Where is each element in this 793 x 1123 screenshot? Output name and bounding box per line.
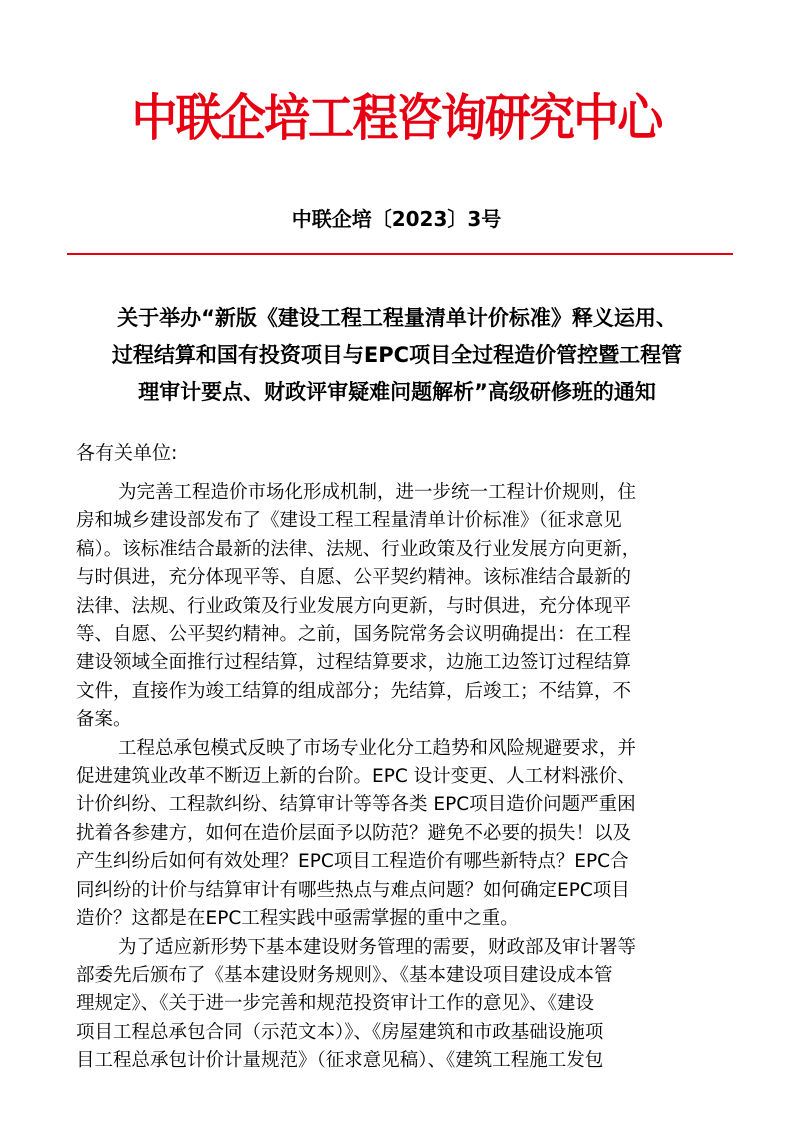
body-line: 同纠纷的计价与结算审计有哪些热点与难点问题？如何确定EPC项目 <box>76 879 630 901</box>
body-line: 项目工程总承包合同（示范文本）》、《房屋建筑和市政基础设施项 <box>76 1021 604 1043</box>
document-number: 中联企培〔2023〕3号 <box>291 207 502 231</box>
body-line: 理规定》、《关于进一步完善和规范投资审计工作的意见》、《建设 <box>76 993 595 1015</box>
body-line: 目工程总承包计价计量规范》（征求意见稿）、《建筑工程施工发包 <box>76 1050 604 1072</box>
body-line: 与时俱进，充分体现平等、自愿、公平契约精神。该标准结合最新的 <box>76 567 632 589</box>
body-line: 为了适应新形势下基本建设财务管理的需要，财政部及审计署等 <box>118 936 637 958</box>
body-line: 造价？这都是在EPC工程实践中亟需掌握的重中之重。 <box>76 908 519 930</box>
document-title <box>58 300 736 411</box>
red-divider-rule <box>67 253 733 255</box>
body-line: 等、自愿、公平契约精神。之前，国务院常务会议明确提出：在工程 <box>76 624 632 646</box>
title-line: 关于举办“新版《建设工程工程量清单计价标准》释义运用、 <box>117 306 677 330</box>
body-line: 部委先后颁布了《基本建设财务规则》、《基本建设项目建设成本管 <box>76 964 613 986</box>
body-line: 稿）。该标准结合最新的法律、法规、行业政策及行业发展方向更新， <box>76 538 641 560</box>
document-body <box>76 479 724 1076</box>
body-line: 为完善工程造价市场化形成机制，进一步统一工程计价规则，住 <box>118 482 637 503</box>
body-line: 产生纠纷后如何有效处理？EPC项目工程造价有哪些新特点？EPC合 <box>76 851 629 873</box>
body-line: 法律、法规、行业政策及行业发展方向更新，与时俱进，充分体现平 <box>76 595 632 617</box>
body-line: 房和城乡建设部发布了《建设工程工程量清单计价标准》（征求意见 <box>76 510 622 532</box>
title-line: 理审计要点、财政评审疑难问题解析”高级研修班的通知 <box>138 380 656 404</box>
issuing-organization-header: 中联企培工程咨询研究中心 <box>131 89 662 147</box>
body-line: 工程总承包模式反映了市场专业化分工趋势和风险规避要求，并 <box>118 737 637 759</box>
paragraph <box>76 735 724 934</box>
body-line: 计价纠纷、工程款纠纷、结算审计等等各类 EPC项目造价问题严重困 <box>76 794 636 816</box>
salutation: 各有关单位: <box>76 442 178 464</box>
body-line: 促进建筑业改革不断迈上新的台阶。EPC 设计变更、人工材料涨价、 <box>76 766 636 788</box>
body-line: 扰着各参建方，如何在造价层面予以防范？避免不必要的损失！以及 <box>76 822 632 844</box>
body-line: 文件，直接作为竣工结算的组成部分；先结算，后竣工；不结算，不 <box>76 680 632 702</box>
paragraph <box>76 479 724 735</box>
body-line: 建设领域全面推行过程结算，过程结算要求，边施工边签订过程结算 <box>76 652 632 674</box>
title-line: 过程结算和国有投资项目与EPC项目全过程造价管控暨工程管 <box>111 343 683 367</box>
paragraph <box>76 934 724 1076</box>
body-line: 备案。 <box>76 709 132 731</box>
